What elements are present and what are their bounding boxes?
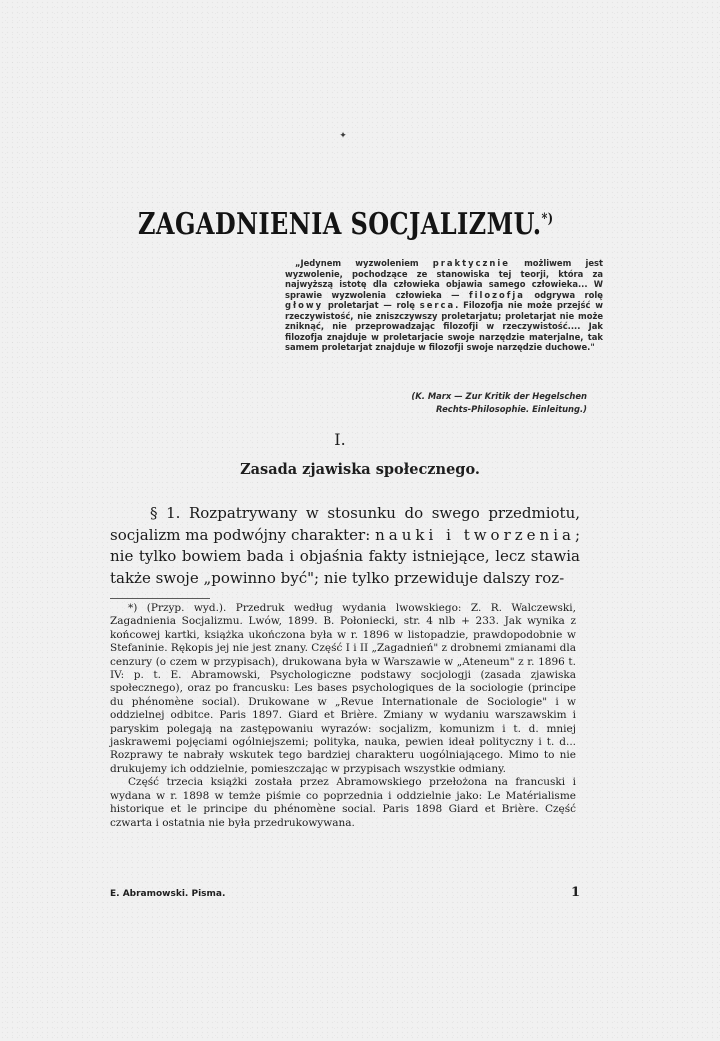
epigraph-emphasis: praktycznie <box>432 258 510 268</box>
epigraph-source-line: Rechts-Philosophie. Einleitung.) <box>436 404 587 414</box>
ornament-icon: ✦ <box>339 131 347 141</box>
epigraph <box>285 258 603 353</box>
title-footnote-mark: *) <box>541 211 554 227</box>
paragraph-part: § 1. Rozpatrywany w stosunku do swego przedmiotu, socjalizm ma podwójny charakter: <box>110 504 580 544</box>
paragraph-part: ; nie tylko bowiem bada i objaśnia fakty istniejące, lecz stawia także swoje „powinno być"; nie tylko przewiduje dalszy roz- <box>110 525 580 587</box>
epigraph-source-line: (K. Marx — Zur Kritik der Hegelschen <box>411 391 587 401</box>
footnote-paragraph: *) (Przyp. wyd.). Przedruk według wydania lwowskiego: Z. R. Walczewski, Zagadnienia Socjalizmu. Lwów, 1899. B. Połoniecki, str. 4 nlb + 233. Jak wynika z końcowej kartki, książka ukończona była w r. 1896 w listopadzie, prawdopodobnie w Stefaninie. Rękopis jej nie jest znany. Część I i II „Zagadnień" z drobnemi zmianami dla cenzury (o czem w przypisach), drukowana była w Warszawie w „Ateneum" z r. 1896 t. IV: p. t. E. Abramowski, Psychologiczne podstawy socjologji (zasada zjawiska społecznego), oraz po francusku: Les bases psychologiques de la sociologie (principe du phénomène social). Drukowane w „Revue Internationale de Sociologie" i w oddzielnej odbitce. Paris 1897. Giard et Brière. Zmiany w wydaniu warszawskim i paryskim polegają na zastępowaniu wyrazów: socjalizm, komunizm i t. d. mniej jaskrawemi pojęciami ogólniejszemi; polityka, nauka, pewien ideał polityczny i t. d... Rozprawy te nabrały wskutek tego bardziej charakteru uogólniającego. Mimo to nie drukujemy ich oddzielnie, pomieszczając w przypisach wszystkie odmiany. <box>110 602 576 775</box>
running-footer: E. Abramowski. Pisma. <box>110 889 226 899</box>
epigraph-emphasis: serca <box>419 300 456 310</box>
paragraph-text <box>110 503 580 589</box>
page-number: 1 <box>570 885 580 900</box>
epigraph-source <box>285 390 587 416</box>
epigraph-part: odgrywa rolę <box>524 289 603 300</box>
paragraph-emphasis: nauki i tworzenia <box>375 525 575 544</box>
epigraph-emphasis: głowy <box>285 300 324 310</box>
chapter-title <box>138 205 554 245</box>
epigraph-emphasis: filozofja <box>469 289 525 300</box>
body-paragraph <box>110 503 580 589</box>
chapter-title-text: ZAGADNIENIA SOCJALIZMU. <box>138 207 542 242</box>
footnote-paragraph: Część trzecia książki została przez Abramowskiego przełożona na francuski i wydana w r. 1898 w temże piśmie co poprzednia i oddzielnie jako: Le Matérialisme historique et le principe du phénomène social. Paris 1898 Giard et Brière. Część czwarta i ostatnia nie była przedrukowywana. <box>110 776 576 829</box>
section-heading: Zasada zjawiska społecznego. <box>240 461 480 478</box>
epigraph-text <box>285 258 603 353</box>
footnote-divider <box>110 598 210 599</box>
footnote <box>110 602 576 830</box>
section-number: I. <box>334 430 346 449</box>
epigraph-part: „Jedynem wyzwoleniem <box>295 258 433 268</box>
epigraph-part: możliwem jest wyzwolenie, pochodzące ze stanowiska tej teorji, która za najwyższą istotę dla człowieka objawia samego człowieka... W sprawie wyzwolenia człowieka — <box>285 258 603 300</box>
epigraph-part: . Filozofja nie może przejść w rzeczywistość, nie zniszczywszy proletarjatu; proletarjat nie może zniknąć, nie przeprowadzając filozofji w rzeczywistość.... Jak filozofja znajduje w proletarjacie swoje narzędzie materjalne, tak samem proletarjat znajduje w filozofji swoje narzędzie duchowe." <box>285 300 603 352</box>
epigraph-part: proletarjat — rolę <box>323 300 420 310</box>
